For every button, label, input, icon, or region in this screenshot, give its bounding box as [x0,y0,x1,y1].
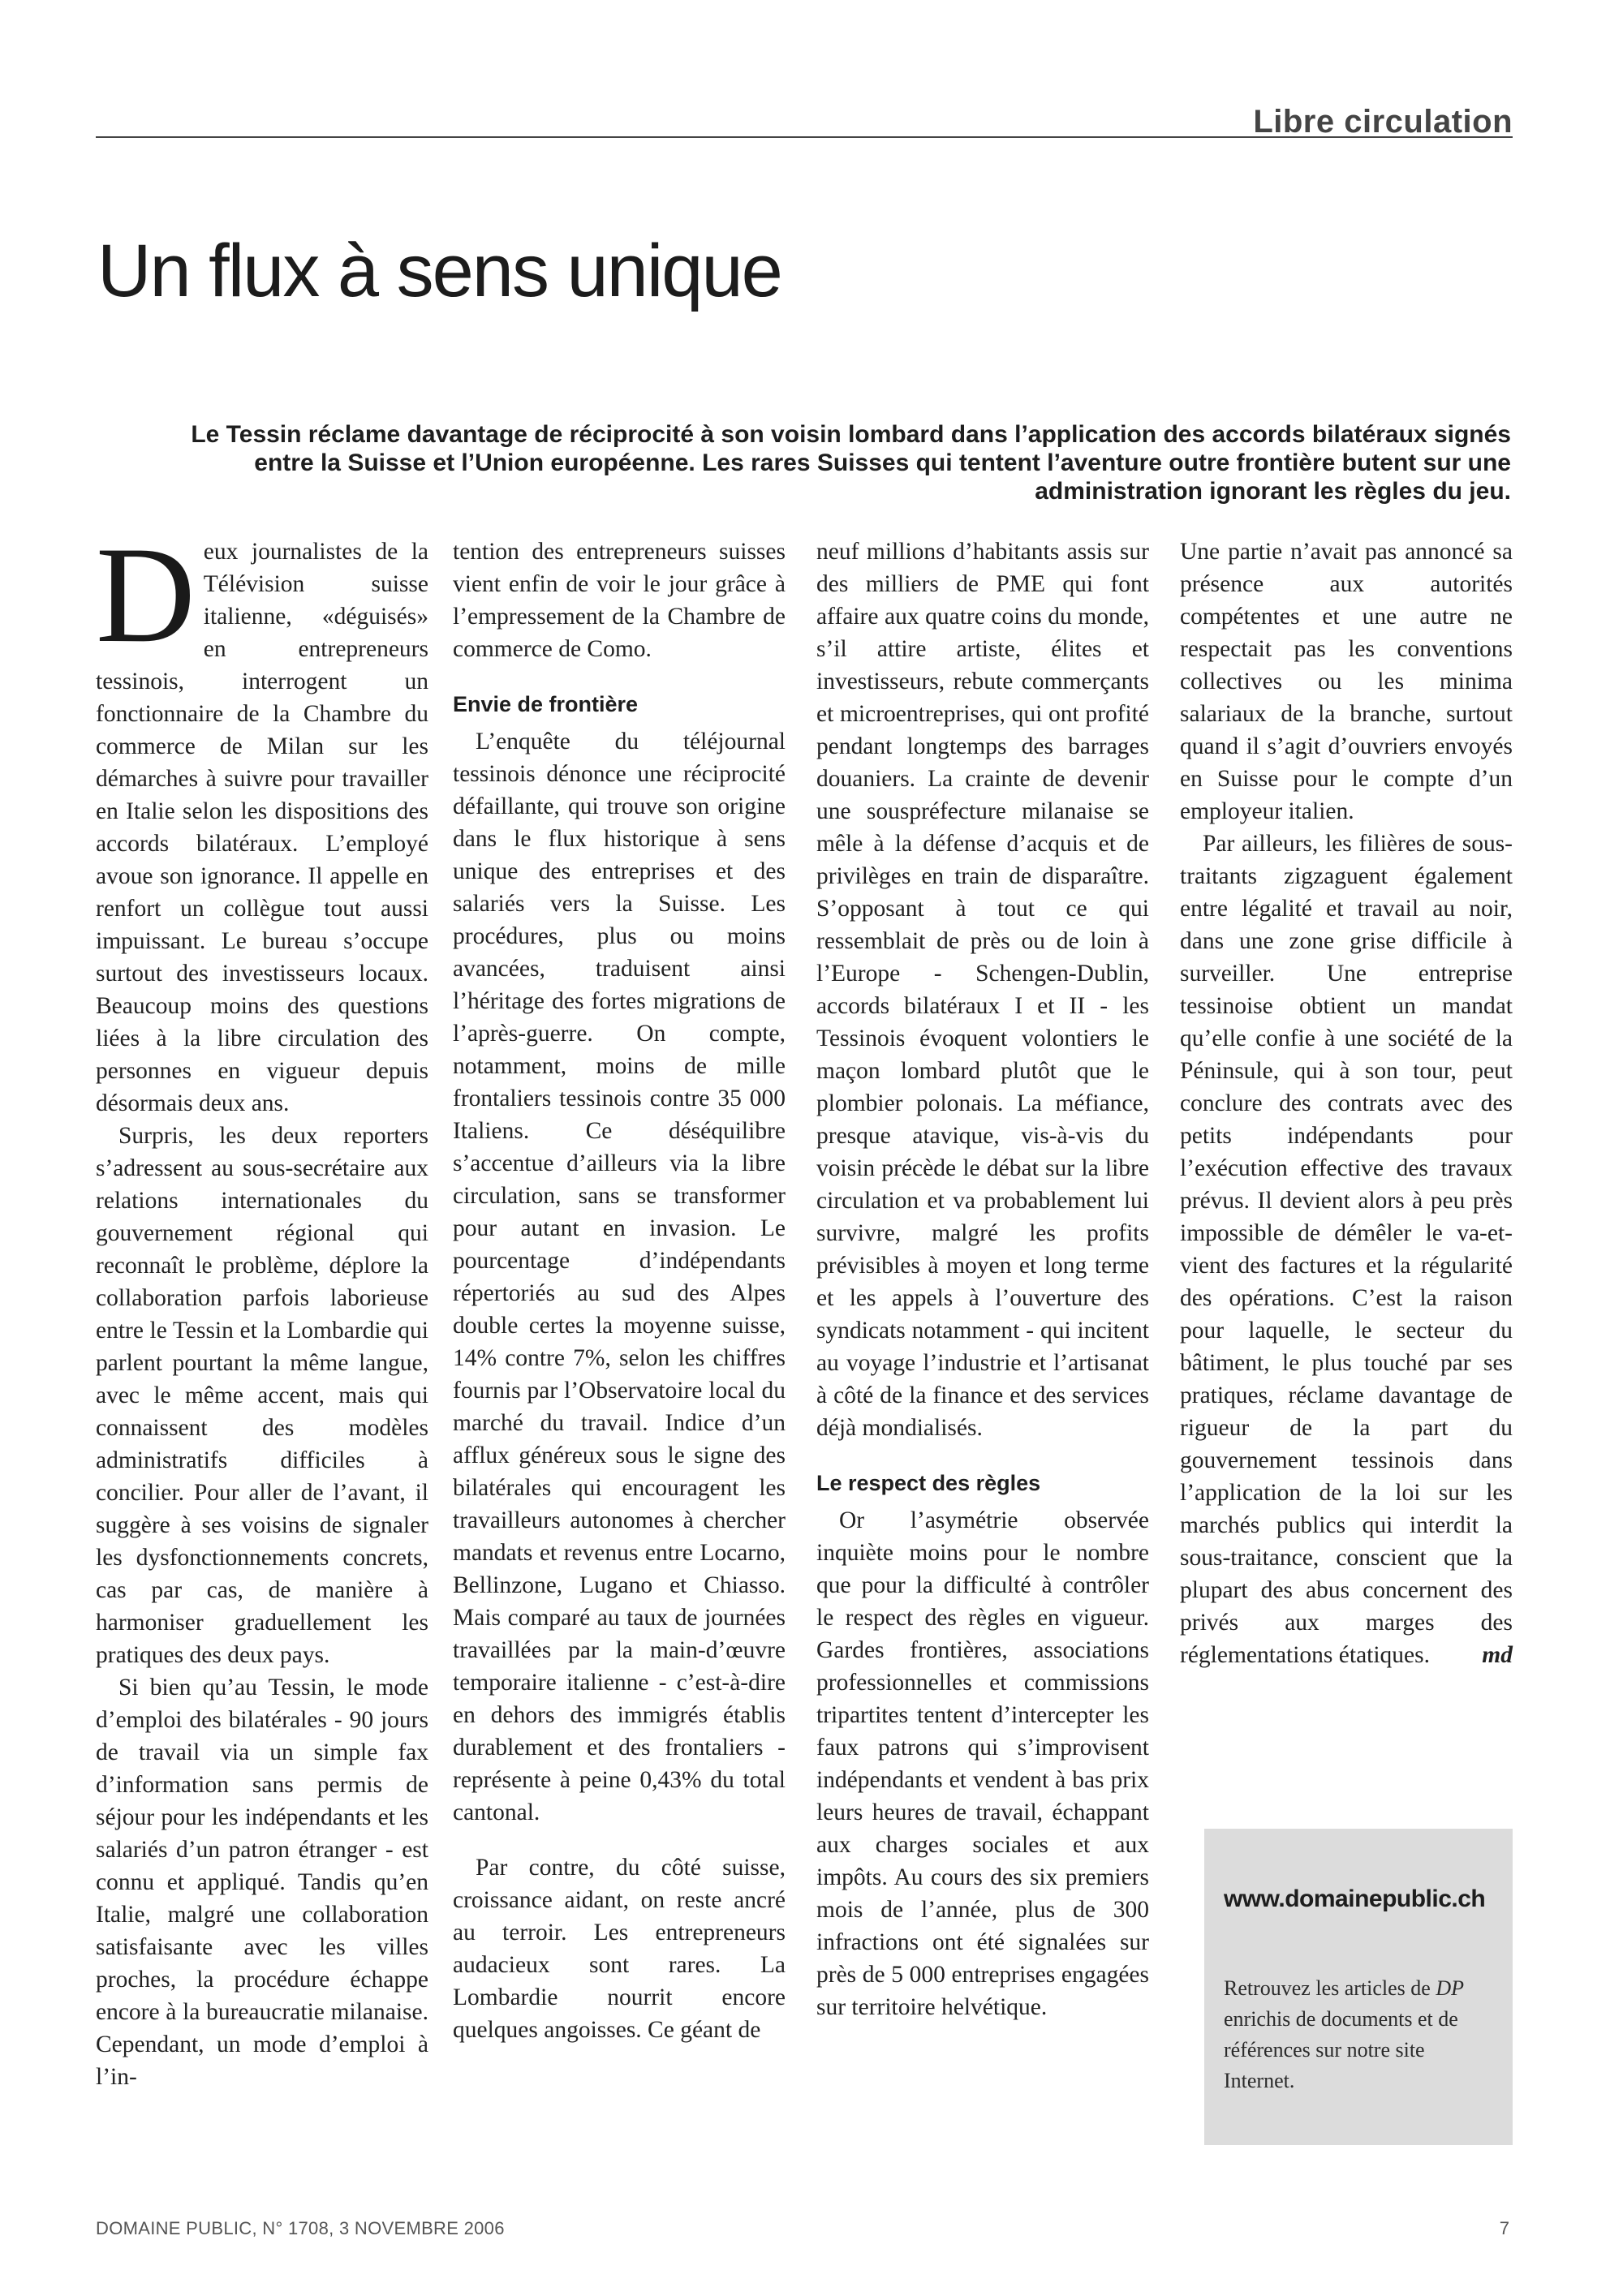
article-title: Un flux à sens unique [97,230,781,312]
page-number: 7 [1499,2218,1509,2238]
promo-text-end: enrichis de documents et de références sur notre site Internet. [1224,2007,1458,2092]
paragraph [1180,828,1513,1671]
paragraph: L’enquête du téléjournal tessinois dénonce une réciprocité défaillante, qui trouve son origine dans le flux historique à sens unique des entreprises et des salariés vers la Suisse. Les procédures, plus ou moins avancées, traduisent ainsi l’héritage des fortes migrations de l’après-guerre. On compte, notamment, moins de mille frontaliers tessinois contre 35 000 Italiens. Ce déséquilibre s’accentue d’ailleurs via la libre circulation, sans se transformer pour autant en invasion. Le pourcentage d’indépendants répertoriés au sud des Alpes double certes la moyenne suisse, 14% contre 7%, selon les chiffres fournis par l’Observatoire local du marché du travail. Indice d’un afflux généreux sous le signe des bilatérales qui encouragent les travailleurs autonomes à chercher mandats et revenus entre Locarno, Bellinzone, Lugano et Chiasso. Mais comparé au taux de journées travaillées par la main-d’œuvre temporaire italienne - c’est-à-dire en dehors des immigrés établis durablement et des frontaliers - représente à peine 0,43% du total cantonal. [453,729,786,1825]
paragraph: Par contre, du côté suisse, croissance aidant, on reste ancré au terroir. Les entrepreneurs audacieux sont rares. La Lombardie nourrit encore quelques angoisses. Ce géant de [453,1855,786,2043]
promo-text [1224,1973,1492,2096]
subhead-envie-de-frontiere: Envie de frontière [453,692,639,716]
drop-cap: D [96,518,196,671]
column-4 [1180,535,1513,1671]
paragraph: tention des entrepreneurs suisses vient enfin de voir le jour grâce à l’empressement de la Chambre de commerce de Como. [453,539,786,662]
footer-publication: DOMAINE PUBLIC, N° 1708, 3 NOVEMBRE 2006 [96,2218,505,2238]
column-1 [96,518,428,2093]
author-signature: md [1482,1642,1513,1668]
website-link[interactable]: www.domainepublic.ch [1224,1885,1486,1912]
article-lede: Le Tessin réclame davantage de réciprocité à son voisin lombard dans l’application des accords bilatéraux signés entre la Suisse et l’Union européenne. Les rares Suisses qui tentent l’aventure outre frontière butent sur une administration ignorant les règles du jeu. [191,421,1511,505]
promo-dp: DP [1436,1976,1465,2000]
paragraph: Une partie n’avait pas annoncé sa présence aux autorités compétentes et une autre ne respectait pas les conventions collectives ou les minima salariaux de la branche, surtout quand il s’agit d’ouvriers envoyés en Suisse pour le compte d’un employeur italien. [1180,539,1513,824]
promo-box [1204,1829,1513,2145]
paragraph: Si bien qu’au Tessin, le mode d’emploi des bilatérales - 90 jours de travail via un simple fax d’information sans permis de séjour pour les indépendants et les salariés d’un patron étranger - est connu et appliqué. Tandis qu’en Italie, malgré une collaboration satisfaisante avec les villes proches, la procédure échappe encore à la bureaucratie milanaise. Cependant, un mode d’emploi à l’in- [96,1675,428,2090]
paragraph: Surpris, les deux reporters s’adressent au sous-secrétaire aux relations internationales du gouvernement régional qui reconnaît le problème, déplore la collaboration parfois laborieuse entre le Tessin et la Lombardie qui parlent pourtant la même langue, avec le même accent, mais qui connaissent des modèles administratifs difficiles à concilier. Pour aller de l’avant, il suggère à ses voisins de signaler les dysfonctionnements concrets, cas par cas, de manière à harmoniser graduellement les pratiques des deux pays. [96,1123,428,1668]
promo-text-start: Retrouvez les articles de [1224,1976,1436,2000]
column-3 [816,535,1149,2023]
column-2 [453,535,786,2046]
paragraph: eux journalistes de la Télévision suisse italienne, «déguisés» en entrepreneurs tessinois, interrogent un fonctionnaire de la Chambre du commerce de Milan sur les démarches à suivre pour travailler en Italie selon les dispositions des accords bilatéraux. L’employé avoue son ignorance. Il appelle en renfort un collègue tout aussi impuissant. Le bureau s’occupe surtout des investisseurs locaux. Beaucoup moins des questions liées à la libre circulation des personnes en vigueur depuis désormais deux ans. [96,539,428,1116]
section-label: Libre circulation [1253,104,1513,140]
header-rule [96,136,1513,138]
paragraph: neuf millions d’habitants assis sur des milliers de PME qui font affaire aux quatre coins du monde, s’il attire artiste, élites et investisseurs, rebute commerçants et microentreprises, qui ont profité pendant longtemps des barrages douaniers. La crainte de devenir une souspréfecture milanaise se mêle à la défense d’acquis et de privilèges en train de disparaître. S’opposant à tout ce qui ressemblait de près ou de loin à l’Europe - Schengen-Dublin, accords bilatéraux I et II - les Tessinois évoquent volontiers le maçon lombard plutôt que le plombier polonais. La méfiance, presque atavique, vis-à-vis du voisin précède le débat sur la libre circulation et va probablement lui survivre, malgré les profits prévisibles à moyen et long terme et les appels à l’ouverture des syndicats notamment - qui incitent au voyage l’industrie et l’artisanat à côté de la finance et des services déjà mondialisés. [816,539,1149,1441]
paragraph-text: Par ailleurs, les filières de sous-traitants zigzaguent également entre légalité et travail au noir, dans une zone grise difficile à surveiller. Une entreprise tessinoise obtient un mandat qu’elle confie à une société de la Péninsule, qui à son tour, peut conclure des contrats avec des petits indépendants pour l’exécution effective des travaux prévus. Il devient alors à peu près impossible de démêler le va-et-vient des factures et la régularité des opérations. C’est la raison pour laquelle, le secteur du bâtiment, le plus touché par ses pratiques, réclame davantage de rigueur de la part du gouvernement tessinois dans l’application de la loi sur les marchés publics qui interdit la sous-traitance, conscient que la plupart des abus concernent des privés aux marges des réglementations étatiques. [1180,831,1513,1668]
subhead-respect-des-regles: Le respect des règles [816,1471,1041,1495]
paragraph: Or l’asymétrie observée inquiète moins pour le nombre que pour la difficulté à contrôler le respect des règles en vigueur. Gardes frontières, associations professionnelles et commissions tripartites tentent d’intercepter les faux patrons qui s’improvisent indépendants et vendent à bas prix leurs heures de travail, échappant aux charges sociales et aux impôts. Au cours des six premiers mois de l’année, plus de 300 infractions ont été signalées sur près de 5 000 entreprises engagées sur territoire helvétique. [816,1507,1149,2020]
